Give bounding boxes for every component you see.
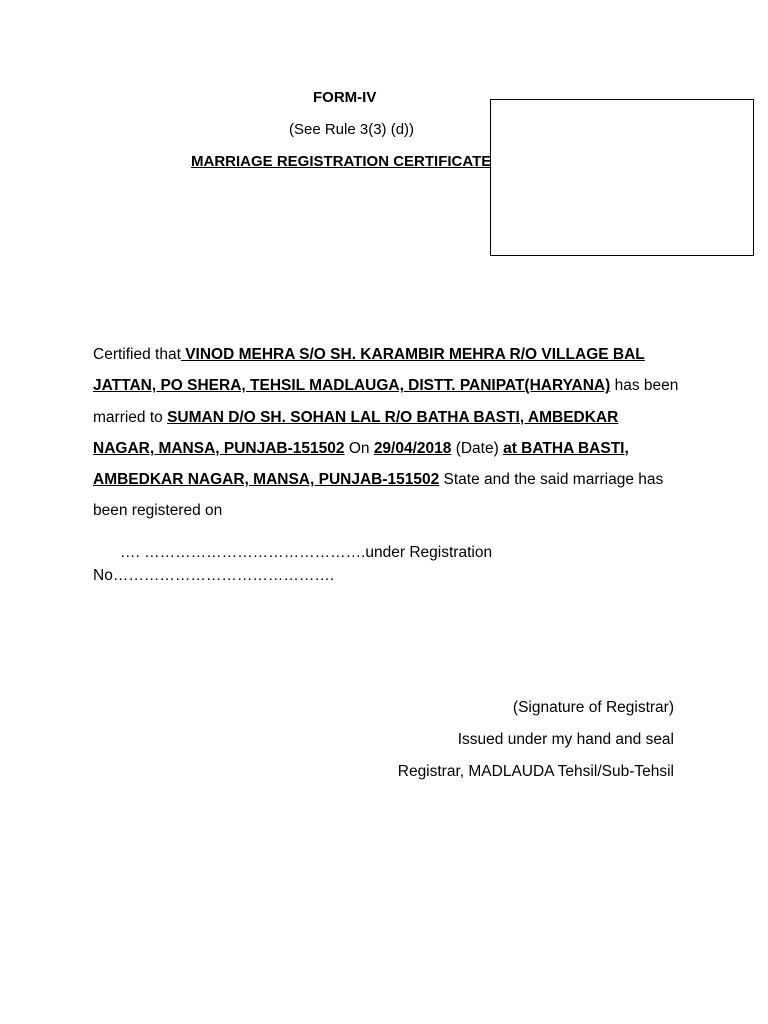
registration-line-a: …. …………………………………….under Registration [120, 544, 493, 561]
bride-details: SUMAN D/O SH. SOHAN LAL R/O BATHA BASTI, AMBEDKAR NAGAR, MANSA, PUNJAB-151502 [93, 408, 619, 457]
issued-line: Issued under my hand and seal [457, 731, 674, 748]
marriage-date: 29/04/2018 [373, 439, 452, 457]
certificate-body [93, 339, 683, 527]
closing-text: State and the said marriage has been registered on [93, 471, 664, 520]
certified-that-text: Certified that [93, 346, 181, 363]
form-title: FORM-IV [313, 89, 377, 106]
on-label: On [344, 439, 374, 457]
certificate-heading: MARRIAGE REGISTRATION CERTIFICATE [191, 153, 492, 170]
registrar-office: Registrar, MADLAUDA Tehsil/Sub-Tehsil [397, 763, 674, 780]
registration-line [93, 541, 683, 587]
married-to-text: has been married to [93, 377, 679, 426]
registrar-signature-label: (Signature of Registrar) [512, 699, 674, 716]
marriage-place: at BATHA BASTI, AMBEDKAR NAGAR, MANSA, PUNJAB-151502 [93, 439, 629, 489]
groom-details: VINOD MEHRA S/O SH. KARAMBIR MEHRA R/O VILLAGE BAL JATTAN, PO SHERA, TEHSIL MADLAUGA, DISTT. PANIPAT(HARYANA) [93, 346, 645, 395]
signature-block [398, 692, 674, 788]
form-rule-reference: (See Rule 3(3) (d)) [289, 121, 415, 138]
photo-box [490, 99, 754, 256]
date-label: (Date) [451, 439, 504, 457]
registration-line-b: No……………………………………. [93, 567, 335, 584]
